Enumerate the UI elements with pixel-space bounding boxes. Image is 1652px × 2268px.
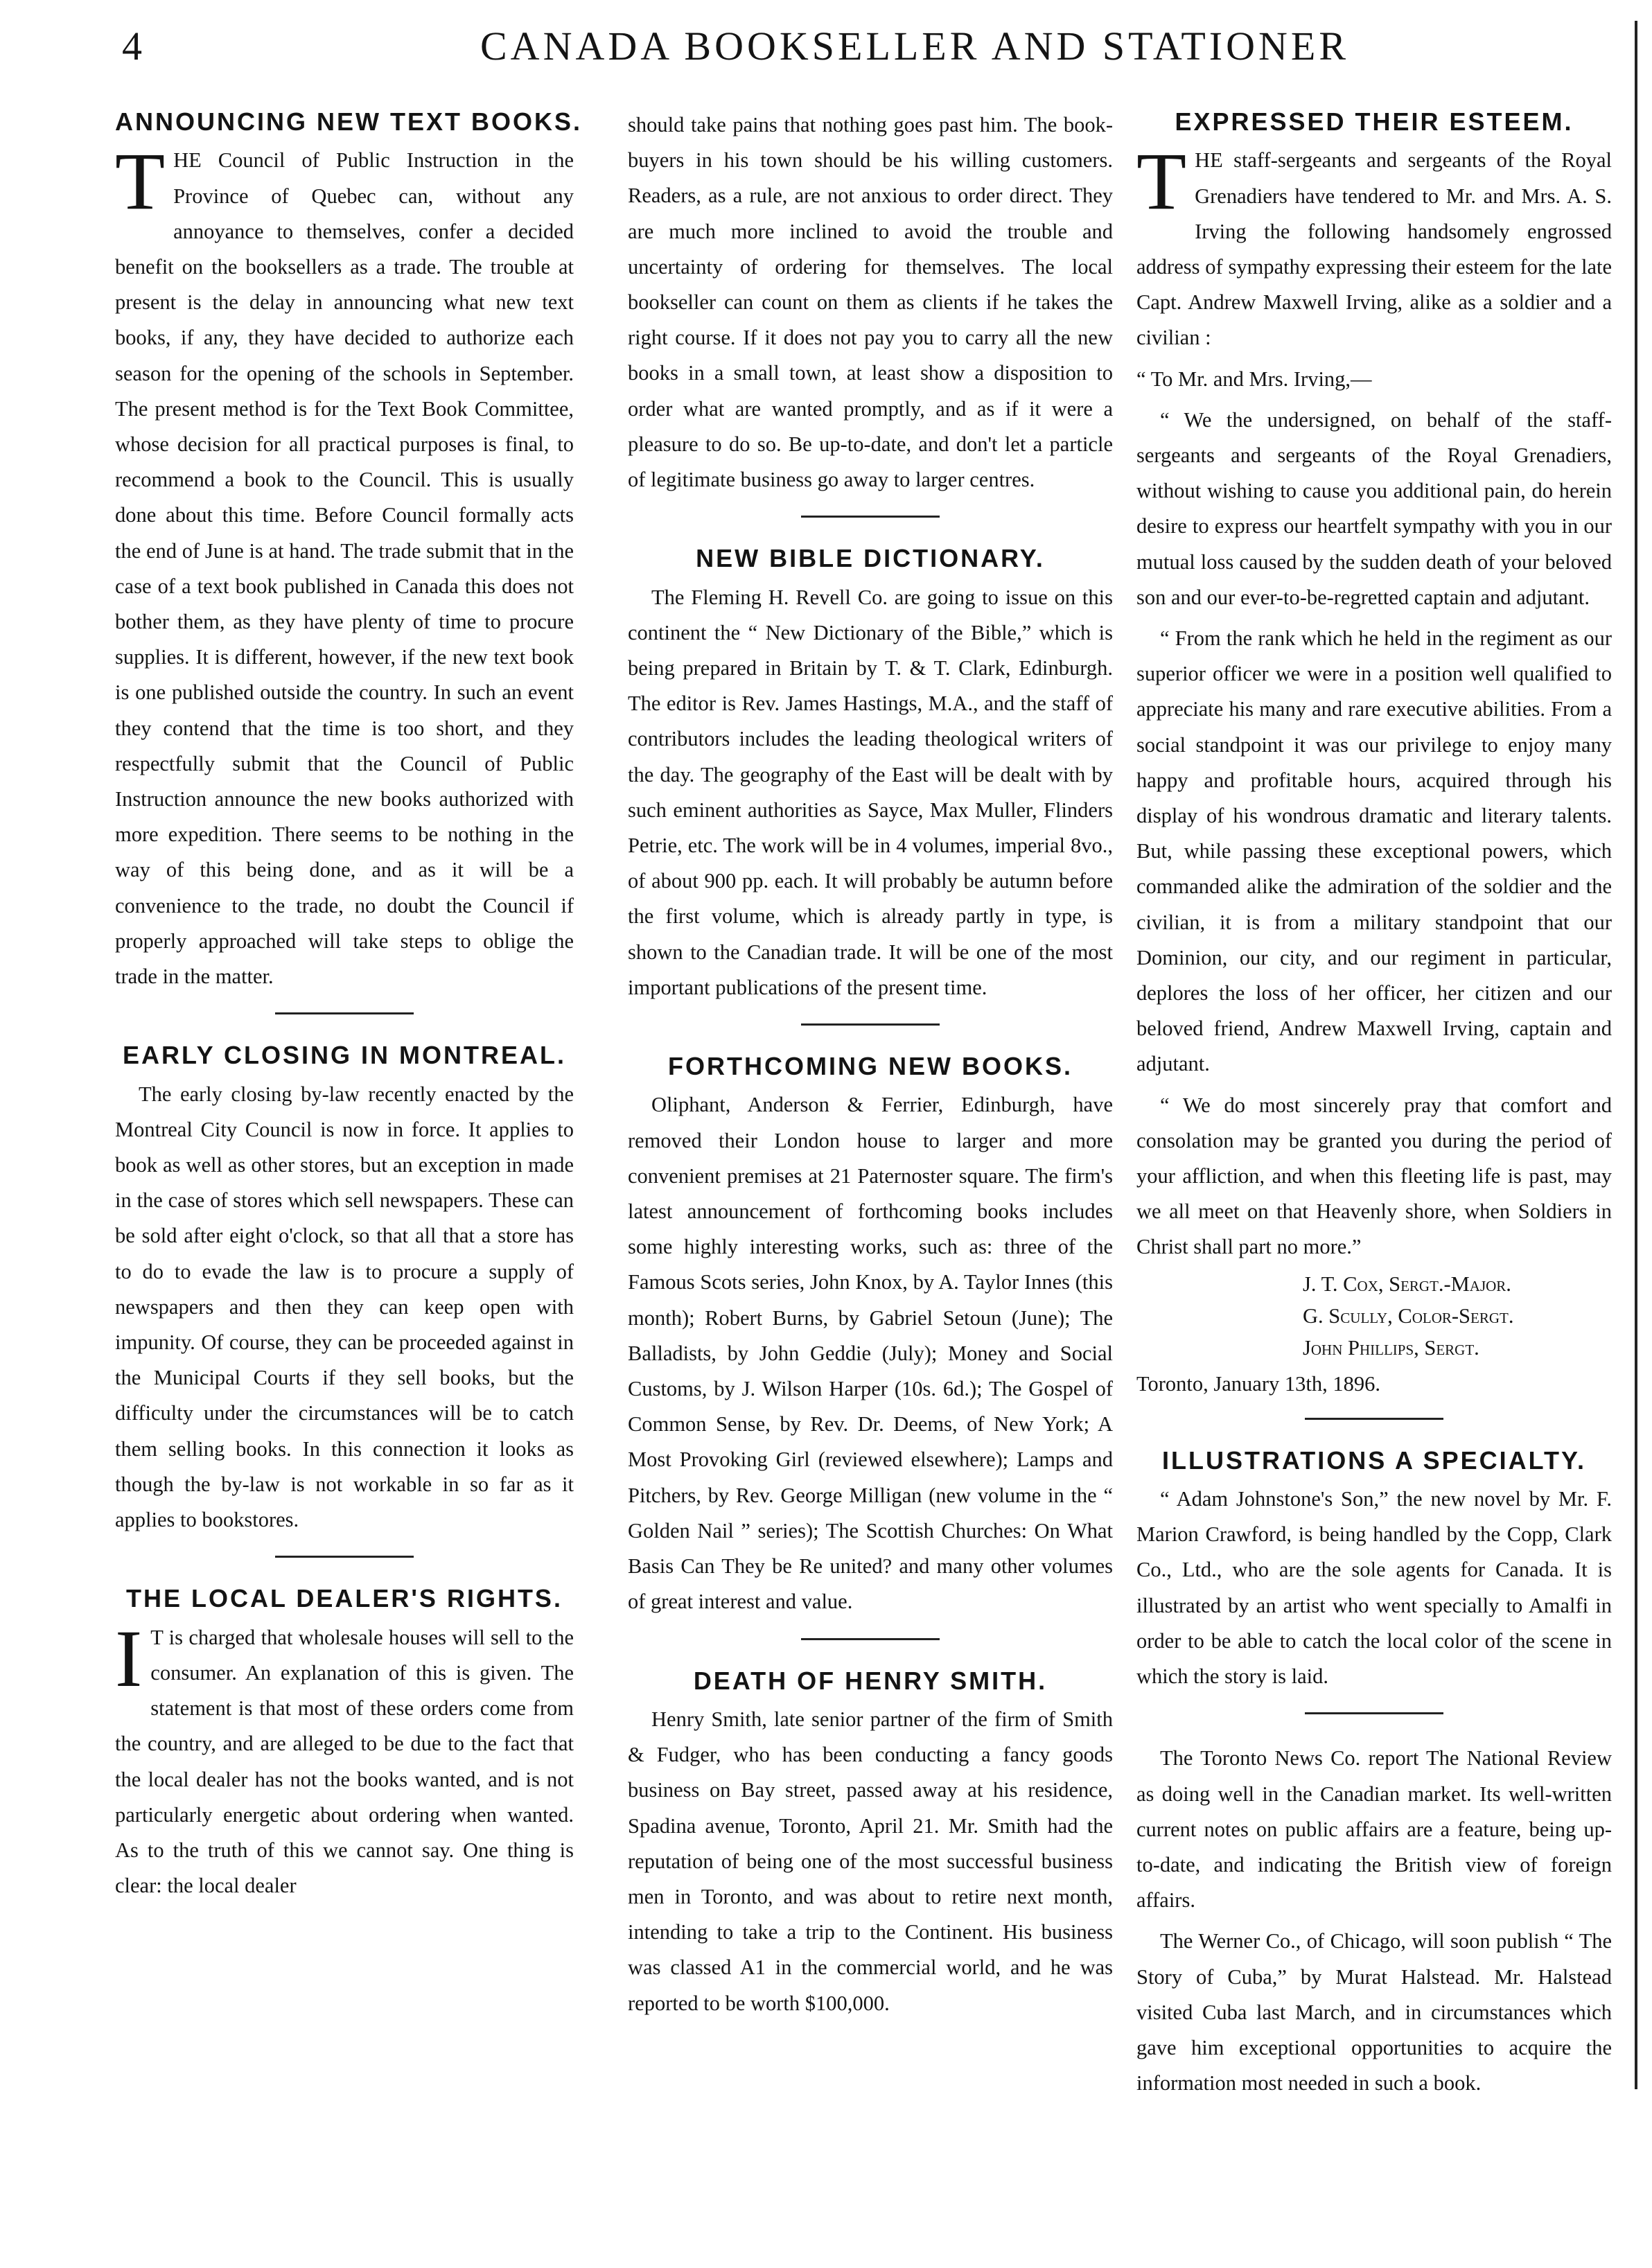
article-trade-notes	[1136, 1741, 1612, 2101]
article-local-dealers-rights	[115, 1584, 574, 1904]
drop-cap: I	[115, 1612, 143, 1704]
article-text: T is charged that wholesale houses will sell to the consumer. An explanation of this is given. The statement is that most of these orders come from the country, and are alleged to be due to the fact that the local dealer has not the books wanted, and is not particularly energetic about ordering when wanted. As to the truth of this we cannot say. One thing is clear: the local dealer	[115, 1625, 574, 1898]
article-heading: THE LOCAL DEALER'S RIGHTS.	[126, 1584, 563, 1613]
article-expressed-their-esteem	[1136, 107, 1612, 1400]
article-heading: EXPRESSED THEIR ESTEEM.	[1175, 107, 1574, 136]
section-divider	[1305, 1712, 1443, 1714]
section-divider	[801, 1023, 940, 1026]
article-heading: ILLUSTRATIONS A SPECIALTY.	[1161, 1445, 1586, 1475]
article-new-bible-dictionary	[628, 544, 1113, 1005]
page-number: 4	[122, 24, 142, 69]
section-divider	[1305, 1418, 1443, 1420]
article-heading: NEW BIBLE DICTIONARY.	[696, 544, 1045, 573]
article-heading: FORTHCOMING NEW BOOKS.	[668, 1052, 1073, 1081]
article-body: Oliphant, Anderson & Ferrier, Edinburgh, have removed their London house to larger and more convenient premises at 21 Paternoster square. The firm's latest announcement of forthcoming books includes some highly interesting works, such as: three of the Famous Scots series, John Knox, by A. Taylor Innes (this month); Robert Burns, by Gabriel Setoun (June); The Balladists, by John Geddie (July); Money and Social Customs, by J. Wilson Harper (10s. 6d.); The Gospel of Common Sense, by Rev. Dr. Deems, of New York; A Most Provoking Girl (reviewed elsewhere); Lamps and Pitchers, by Rev. George Milligan (new volume in the “ Golden Nail ” series); The Scottish Churches: On What Basis Can They be Re united? and many other volumes of great interest and value.	[628, 1093, 1113, 1614]
article-body: The early closing by-law recently enacted by the Montreal City Council is now in force. It applies to book as well as other stores, but an exception in made in the case of stores which sell newspapers. These can be sold after eight o'clock, so that all that a store has to do to evade the law is to procure a supply of newspapers and then they can keep open with impunity. Of course, they can be proceeded against in the Municipal Courts if they sell books, but the difficulty under the circumstances will be to catch them selling books. In this connection it looks as though the by-law is not workable in so far as it applies to bookstores.	[115, 1082, 574, 1532]
section-divider	[801, 1638, 940, 1640]
drop-cap: T	[1136, 136, 1187, 227]
article-body: The Werner Co., of Chicago, will soon publish “ The Story of Cuba,” by Murat Halstead. Mr. Halstead visited Cuba last March, and in circumstances which gave him exceptional opportunities to acquire the information most needed in such a book.	[1136, 1929, 1612, 2095]
dateline: Toronto, January 13th, 1896.	[1136, 1371, 1380, 1396]
article-body: “ Adam Johnstone's Son,” the new novel by Mr. F. Marion Crawford, is being handled by the Copp, Clark Co., Ltd., who are the sole agents for Canada. It is illustrated by an artist who went specially to Amalfi in order to be able to catch the local color of the scene in which the story is laid.	[1136, 1487, 1612, 1689]
signature-line: G. Scully, Color-Sergt.	[1303, 1303, 1514, 1328]
column-middle	[628, 107, 1113, 2021]
address-paragraph: “ We do most sincerely pray that comfort and consolation may be granted you during the period of your affliction, and when this fleeting life is past, may we all meet on that Heavenly shore, when Soldiers in Christ shall part no more.”	[1136, 1093, 1612, 1259]
article-illustrations-a-specialty	[1136, 1446, 1612, 1695]
section-divider	[275, 1556, 414, 1558]
drop-cap: T	[115, 136, 166, 227]
article-body	[115, 1612, 574, 1904]
address-paragraph: “ We the undersigned, on behalf of the staff-sergeants and sergeants of the Royal Grenadiers, without wishing to cause you additional pain, do herein desire to express our heartfelt sympathy with you in our mutual loss caused by the sudden death of your beloved son and our ever-to-be-regretted captain and adjutant.	[1136, 407, 1612, 609]
article-heading: EARLY CLOSING IN MONTREAL.	[122, 1041, 567, 1070]
column-left	[115, 107, 583, 1904]
article-continuation: should take pains that nothing goes past him. The book-buyers in his town should be his willing customers. Readers, as a rule, are not anxious to order direct. They are much more inclined to avoid the trouble and uncertainty of ordering for themselves. The local bookseller can count on them as clients if he takes the right course. If it does not pay you to carry all the new books in a small town, at least show a disposition to order what are wanted promptly, and as if it were a pleasure to do so. Be up-to-date, and don't let a particle of legitimate business go away to larger centres.	[628, 113, 1113, 492]
signature-line: John Phillips, Sergt.	[1303, 1335, 1479, 1360]
article-announcing-new-text-books	[115, 107, 583, 994]
signature-line: J. T. Cox, Sergt.-Major.	[1303, 1272, 1511, 1296]
article-heading: DEATH OF HENRY SMITH.	[693, 1666, 1048, 1695]
address-paragraph: “ From the rank which he held in the regiment as our superior officer we were in a position well qualified to appreciate his many and rare executive abilities. From a social standpoint it was our privilege to enjoy many happy and profitable hours, acquired through his display of his wondrous dramatic and literary talents. But, while passing these exceptional powers, which commanded alike the admiration of the soldier and the civilian, it is from a military standpoint that our Dominion, our city, and our regiment in particular, deplores the loss of her officer, her citizen and our beloved friend, Andrew Maxwell Irving, captain and adjutant.	[1136, 626, 1612, 1076]
article-early-closing	[115, 1041, 574, 1538]
signature-block	[1136, 1268, 1612, 1364]
masthead-title: CANADA BOOKSELLER AND STATIONER	[480, 24, 1349, 69]
article-body: Henry Smith, late senior partner of the firm of Smith & Fudger, who has been conducting a fancy goods business on Bay street, passed away at his residence, Spadina avenue, Toronto, April 21. Mr. Smith had the reputation of being one of the most successful business men in Toronto, and was about to retire next month, intending to take a trip to the Continent. His business was classed A1 in the commercial world, and he was reported to be worth $100,000.	[628, 1707, 1113, 2015]
article-body	[1136, 136, 1612, 355]
article-body: The Toronto News Co. report The National Review as doing well in the Canadian market. Its well-written current notes on public affairs are a feature, being up-to-date, and indicating the British view of foreign affairs.	[1136, 1746, 1612, 1913]
address-salutation: “ To Mr. and Mrs. Irving,—	[1136, 367, 1372, 391]
article-forthcoming-new-books	[628, 1052, 1113, 1619]
article-text: HE staff-sergeants and sergeants of the Royal Grenadiers have tendered to Mr. and Mrs. A. S. Irving the following handsomely engrossed address of sympathy expressing their esteem for the late Capt. Andrew Maxwell Irving, alike as a soldier and a civilian :	[1136, 148, 1612, 350]
page-edge-rule	[1635, 21, 1637, 2089]
section-divider	[275, 1012, 414, 1014]
article-body: The Fleming H. Revell Co. are going to issue on this continent the “ New Dictionary of the Bible,” which is being prepared in Britain by T. & T. Clark, Edinburgh. The editor is Rev. James Hastings, M.A., and the staff of contributors includes the leading theological writers of the day. The geography of the East will be dealt with by such eminent authorities as Sayce, Max Muller, Flinders Petrie, etc. The work will be in 4 volumes, imperial 8vo., of about 900 pp. each. It will probably be autumn before the first volume, which is already partly in type, is shown to the Canadian trade. It will be one of the most important publications of the present time.	[628, 585, 1113, 999]
section-divider	[801, 516, 940, 518]
article-heading: ANNOUNCING NEW TEXT BOOKS.	[115, 107, 583, 136]
article-text: HE Council of Public Instruction in the Province of Quebec can, without any annoyance to themselves, confer a decided benefit on the booksellers as a trade. The trouble at present is the delay in announcing what new text books, if any, they have decided to authorize each season for the opening of the schools in September. The present method is for the Text Book Committee, whose decision for all practical purposes is final, to recommend a book to the Council. This is usually done about this time. Before Council formally acts the end of June is at hand. The trade submit that in the case of a text book published in Canada this does not bother them, as they have plenty of time to procure supplies. It is different, however, if the new text book is one published outside the country. In such an event they contend that the time is too short, and they respectfully submit that the Council of Public Instruction announce the new books authorized with more expedition. There seems to be nothing in the way of this being done, and as it will be a convenience to the trade, no doubt the Council if properly approached will take steps to oblige the trade in the matter.	[115, 148, 574, 989]
column-right	[1136, 107, 1612, 2101]
article-death-of-henry-smith	[628, 1667, 1113, 2021]
article-body	[115, 136, 574, 994]
